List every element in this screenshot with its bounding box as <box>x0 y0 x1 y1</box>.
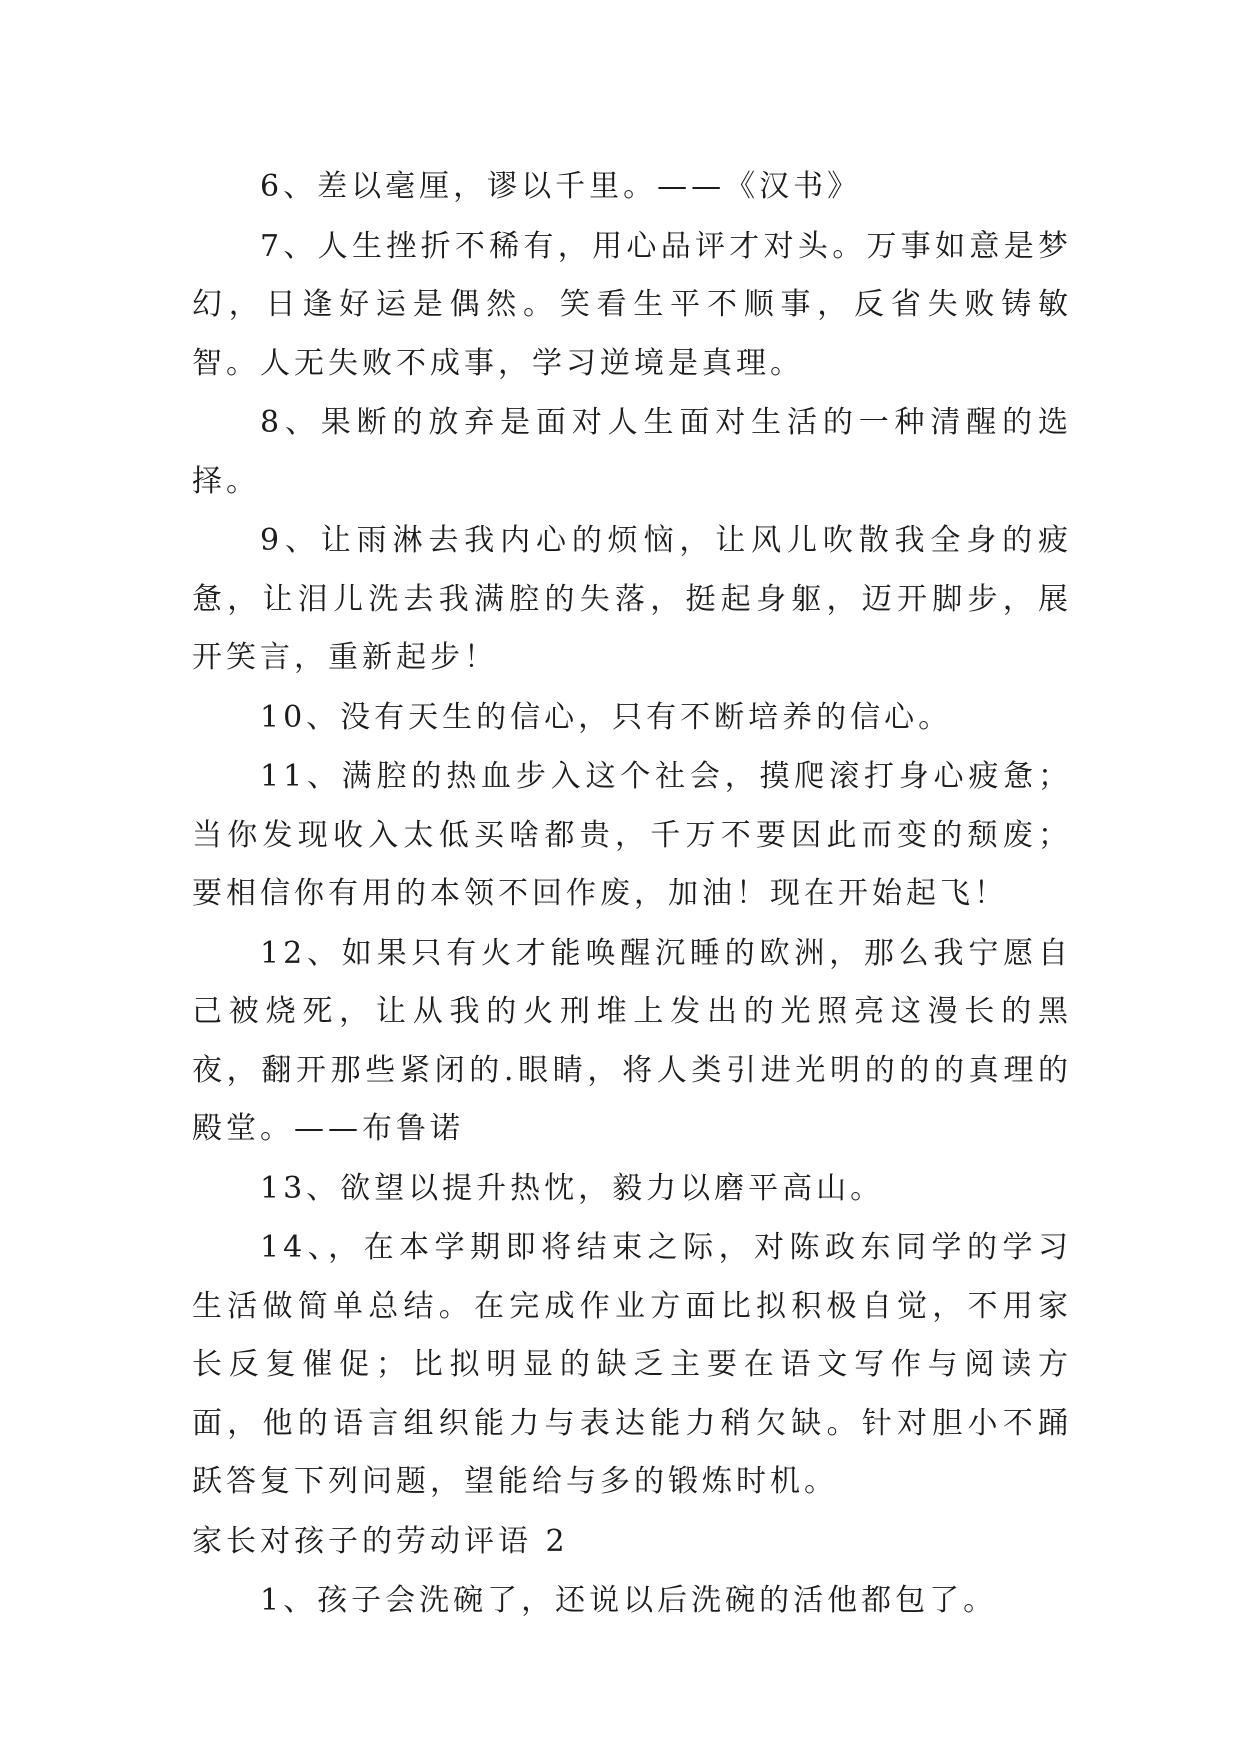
paragraph-quote-8: 8、果断的放弃是面对人生面对生活的一种清醒的选择。 <box>192 405 1072 499</box>
paragraph-quote-7: 7、人生挫折不稀有，用心品评才对头。万事如意是梦幻，日逢好运是偶然。笑看生平不顺事，反省失败铸敏智。人无失败不成事，学习逆境是真理。 <box>192 228 1072 381</box>
document-body <box>192 158 1072 1632</box>
paragraph-quote-13: 13、欲望以提升热忱，毅力以磨平高山。 <box>260 1170 885 1206</box>
section-heading: 家长对孩子的劳动评语 2 <box>192 1523 569 1559</box>
paragraph-quote-9: 9、让雨淋去我内心的烦恼，让风儿吹散我全身的疲惫，让泪儿洗去我满腔的失落，挺起身躯，迈开脚步，展开笑言，重新起步！ <box>192 523 1072 675</box>
paragraph-quote-14: 14、，在本学期即将结束之际，对陈政东同学的学习生活做简单总结。在完成作业方面比拟积极自觉，不用家长反复催促；比拟明显的缺乏主要在语文写作与阅读方面，他的语言组织能力与表达能力稍欠缺。针对胆小不踊跃答复下列问题，望能给与多的锻炼时机。 <box>192 1230 1072 1499</box>
paragraph-quote-12: 12、如果只有火才能唤醒沉睡的欧洲，那么我宁愿自己被烧死，让从我的火刑堆上发出的光照亮这漫长的黑夜，翻开那些紧闭的.眼睛，将人类引进光明的的的真理的殿堂。——布鲁诺 <box>192 935 1072 1146</box>
paragraph-item-1: 1、孩子会洗碗了，还说以后洗碗的活他都包了。 <box>260 1583 998 1618</box>
paragraph-quote-10: 10、没有天生的信心，只有不断培养的信心。 <box>260 699 953 735</box>
paragraph-quote-6: 6、差以毫厘，谬以千里。——《汉书》 <box>260 169 862 204</box>
paragraph-quote-11: 11、满腔的热血步入这个社会，摸爬滚打身心疲惫；当你发现收入太低买啥都贵，千万不要因此而变的颓废；要相信你有用的本领不回作废，加油！现在开始起飞！ <box>192 759 1072 911</box>
